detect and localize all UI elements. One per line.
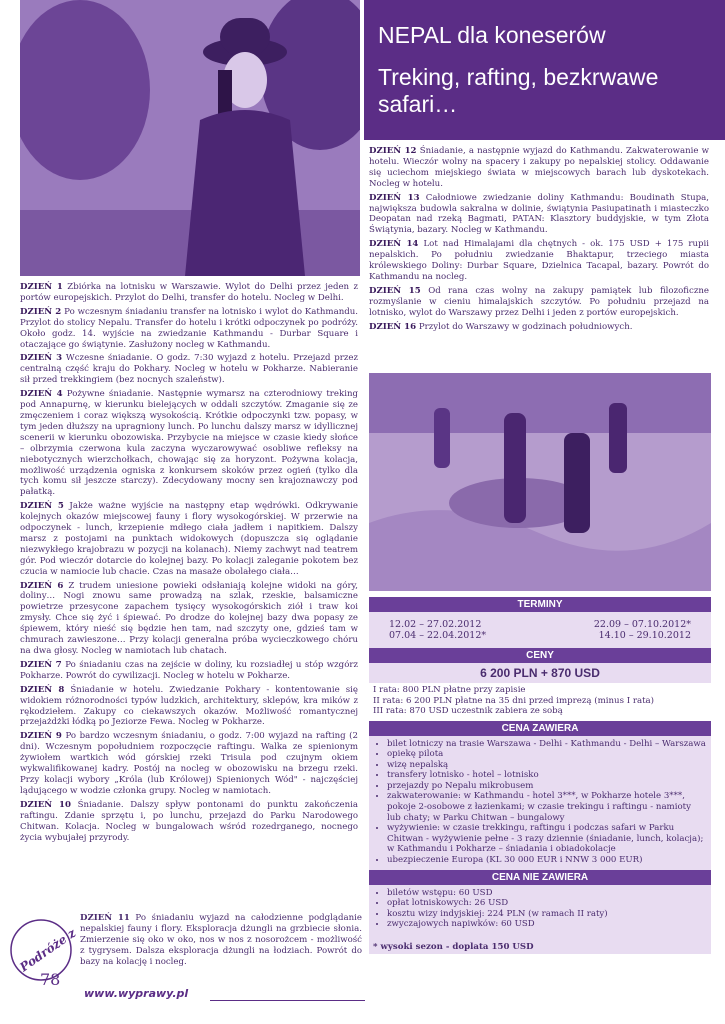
list-item: • ubezpieczenie Europa (KL 30 000 EUR i NNW 3 000 EUR) xyxy=(387,855,707,866)
term-date: 22.09 – 07.10.2012* xyxy=(593,619,691,630)
list-item: • bilet lotniczy na trasie Warszawa - Delhi - Kathmandu - Delhi – Warszawa xyxy=(387,739,707,750)
ceny-heading: CENY xyxy=(369,648,711,663)
season-note: * wysoki sezon - doplata 150 USD xyxy=(373,942,534,952)
list-item: • wyżywienie: w czasie trekkingu, raftingu i podczas safari w Parku Chitwan - wyżywienie pełne - 3 razy dziennie (śniadanie, lunch, kolacja); w Kathmandu i Pokharze – śniadania i obiadokolacje xyxy=(387,823,707,855)
terminy-panel xyxy=(369,612,711,648)
day-7: DZIEŃ 7 Po śniadaniu czas na zejście w doliny, ku rozsiadłej u stóp wzgórz Pokharze. Powrót do cywilizacji. Nocleg w hotelu w Pokharze. xyxy=(20,659,358,681)
info-box xyxy=(369,597,711,954)
ceny-panel xyxy=(369,663,711,683)
day-2: DZIEŃ 2 Po wczesnym śniadaniu transfer na lotnisko i wylot do Kathmandu. Przylot do stolicy Nepalu. Transfer do hotelu i krótki odpoczynek po podróży. Około godz. 14. wyjście na zwiedzanie Kathmandu - Durbar Square i otaczające go świątynie. Zasłużony nocleg w Kathmandu. xyxy=(20,306,358,350)
day-3: DZIEŃ 3 Wczesne śniadanie. O godz. 7:30 wyjazd z hotelu. Przejazd przez centralną część kraju do Pokhary. Nocleg w hotelu w Pokharze. Nabieranie sił przed trekkingiem (bez nocnych szaleństw). xyxy=(20,353,359,386)
term-date: 12.02 – 27.02.2012 xyxy=(389,619,482,630)
term-date: 14.10 – 29.10.2012 xyxy=(598,630,691,641)
day-6: DZIEŃ 6 Z trudem uniesione powieki odsłaniają kolejne widoki na góry, doliny… Nogi znowu same prowadzą na szlak, rzeskie, balsamiczne powietrze przesycone zapachem tysięcy wysokogórskich ziół i traw koi zmysły. Chce się żyć i śpiewać. Po drodze do kolejnej bazy dwa popasy ze śpiewem, który nieść się będzie hen tam, nad szczyty one, gdzieś tam w chmurach zawieszone… Przy kolacji generalna próba wycieczkowego chóru na dwa głosy. Nocleg w namiotach lub chatach. xyxy=(20,580,358,656)
day-14: DZIEŃ 14 Lot nad Himalajami dla chętnych - ok. 175 USD + 175 rupii nepalskich. Po południu zwiedzanie Bhaktapur, trzeciego miasta królewskiego Doliny: Durbar Square, Dzielnica Tacapal, bazary. Powrót do Kathmandu na nocleg. xyxy=(369,239,709,282)
day-13: DZIEŃ 13 Całodniowe zwiedzanie doliny Kathmandu: Boudinath Stupa, największa budowla sakralna w dolinie, świątynia Pasiupatinath i miasteczko Deopatan nad rzeką Bagmati, PATAN: Klasztory buddyjskie, w tym Złota Świątynia, bazary. Nocleg w Kathmandu. xyxy=(369,192,709,236)
day-11: DZIEŃ 11 Po śniadaniu wyjazd na całodzienne podglądanie nepalskiej fauny i flory. Eksploracja dżungli na grzbiecie słonia. Zmierzenie się oko w oko, nos w nos z nosorożcem - możliwość z tygrysem. Dalsza eksploracja dżungli na łodziach. Powrót do bazy na kolację i nocleg. xyxy=(80,913,362,967)
day-16: DZIEŃ 16 Przylot do Warszawy w godzinach południowych. xyxy=(369,321,633,332)
website-link[interactable]: www.wyprawy.pl xyxy=(84,987,189,1000)
list-item: • zwyczajowych napiwków: 60 USD xyxy=(387,919,707,930)
list-item: • biletów wstępu: 60 USD xyxy=(387,888,707,899)
rates xyxy=(369,683,711,721)
rate-line: II rata: 6 200 PLN płatne na 35 dni przed imprezą (minus I rata) xyxy=(373,695,655,706)
badge-text: Podróże z pasją! xyxy=(17,910,76,975)
zawiera-panel xyxy=(369,736,711,870)
day-12: DZIEŃ 12 Śniadanie, a następnie wyjazd do Kathmandu. Zakwaterowanie w hotelu. Wieczór wolny na spacery i zakupy po nepalskiej stolicy. Oddawanie się uciechom miejskiego świata w miejscowych barach lub dyskotekach. Nocleg w hotelu. xyxy=(369,146,709,189)
list-item: • kosztu wizy indyjskiej: 224 PLN (w ramach II raty) xyxy=(387,909,707,920)
zawiera-heading: CENA ZAWIERA xyxy=(369,721,711,736)
day-8: DZIEŃ 8 Śniadanie w hotelu. Zwiedzanie Pokhary - kontentowanie się widokiem różnorodności typów ludzkich, architektury, sklepów, kra mików z rękodziełem. Zakupy co ciekawszych okazów. Możliwość romantycznej przejażdżki łódką po Jeziorze Fewa. Nocleg w Pokharze. xyxy=(20,684,358,728)
page-subtitle: Treking, rafting, bezkrwawe safari… xyxy=(378,64,659,117)
footer-divider xyxy=(210,1000,365,1001)
itinerary-left xyxy=(20,282,358,846)
day-9: DZIEŃ 9 Po bardzo wczesnym śniadaniu, o godz. 7:00 wyjazd na rafting (2 dni). Wczesnym popołudniem rozpoczęcie raftingu. Walka ze spienionym żywiołem wartkich wód górskiej rzeki Trisula pod czujnym okiem wykwalifikowanej kadry. Postój na nocleg w obozowisku na brzegu rzeki. Przy kolacji wybory „Króla (lub Królowej) Spienionych Wód" - najczęściej lądującego w wodzie członka grupy. Nocleg w namiotach. xyxy=(20,731,359,796)
list-item: • wizę nepalską xyxy=(387,760,707,771)
list-item: • opiekę pilota xyxy=(387,749,707,760)
price: 6 200 PLN + 870 USD xyxy=(480,666,600,680)
title-box xyxy=(364,0,725,140)
day-1: DZIEŃ 1 Zbiórka na lotnisku w Warszawie. Wylot do Delhi przez jeden z portów europejskich. Przylot do Delhi, transfer do hotelu. Nocleg w Delhi. xyxy=(20,282,359,303)
farmers-photo xyxy=(369,373,711,591)
list-item: • zakwaterowanie: w Kathmandu - hotel 3***, w Pokharze hotele 3***, pokoje 2-osobowe z łazienkami; w czasie trekingu i raftingu - namioty lub chaty; w Parku Chitwan – bungalowy xyxy=(387,791,707,823)
terminy-heading: TERMINY xyxy=(369,597,711,612)
day-15: DZIEŃ 15 Od rana czas wolny na zakupy pamiątek lub filozoficzne rozmyślanie w cieniu himalajskich szczytów. Po południu przejazd na lotnisko, wylot do Warszawy przez Delhi i jeden z portów europejskich. xyxy=(369,285,710,318)
page-title: NEPAL dla koneserów xyxy=(378,22,606,48)
itinerary-right xyxy=(369,146,709,336)
trekker-photo xyxy=(20,0,360,276)
rate-line: I rata: 800 PLN płatne przy zapisie xyxy=(373,685,526,695)
day-4: DZIEŃ 4 Pożywne śniadanie. Następnie wymarsz na czterodniowy treking pod Annapurnę, w kierunku bielejących w oddali szczytów. Zmaganie się ze zmęczeniem i coraz większą wysokością. Krótkie odpoczynki tzw. popasy, w tym jeden dłuższy na upragniony lunch. Po lunchu dalszy marsz w idyllicznej scenerii w kierunku obozowiska. Przybycie na miejsce w czasie kiedy słońce – olbrzymia czerwona kula zaczyna wyczarowywać osobliwe refleksy na niebotycznych wierzchołkach, chowając się za horyzont. Pożywna kolacja, możliwość urządzenia ogniska z konkursem skoków przez ogień (tylko dla tych komu sił jeszcze starczy). Zdecydowany mocny sen krajoznawczy pod pałatką. xyxy=(20,389,358,498)
list-item: • opłat lotniskowych: 26 USD xyxy=(387,898,707,909)
day-10: DZIEŃ 10 Śniadanie. Dalszy spływ pontonami do punktu zakończenia raftingu. Zdanie sprzętu i, po lunchu, przejazd do Parku Narodowego Chitwan. Kolacja. Nocleg w bungalowach wśród rozedrganego, nocnego życia wybujałej przyrody. xyxy=(20,799,359,843)
page-number: 78 xyxy=(40,970,61,989)
list-item: • transfery lotnisko - hotel – lotnisko xyxy=(387,770,707,781)
rate-line: III rata: 870 USD uczestnik zabiera ze sobą xyxy=(373,706,563,716)
list-item: • przejazdy po Nepalu mikrobusem xyxy=(387,781,707,792)
day-5: DZIEŃ 5 Jakże ważne wyjście na następny etap wędrówki. Odkrywanie kolejnych okazów miejscowej fauny i flory wysokogórskiej. W przerwie na odpoczynek - lunch, krzepienie mdłego ciała jadłem i napitkiem. Dalszy marsz z postojami na punktach widokowych (dopuszcza się oglądanie niezwykłego krajobrazu w pozycji na kolanach). Niemy zachwyt nad teatrem gór. Pod wieczór dotarcie do kolejnej bazy. Po kolacji zaleganie pokotem bez czucia w namiocie lub chacie. Czas na masaże obolałego ciała… xyxy=(20,501,358,577)
nie-zawiera-panel xyxy=(369,885,711,954)
term-date: 07.04 – 22.04.2012* xyxy=(389,630,487,641)
nie-zawiera-heading: CENA NIE ZAWIERA xyxy=(369,870,711,885)
